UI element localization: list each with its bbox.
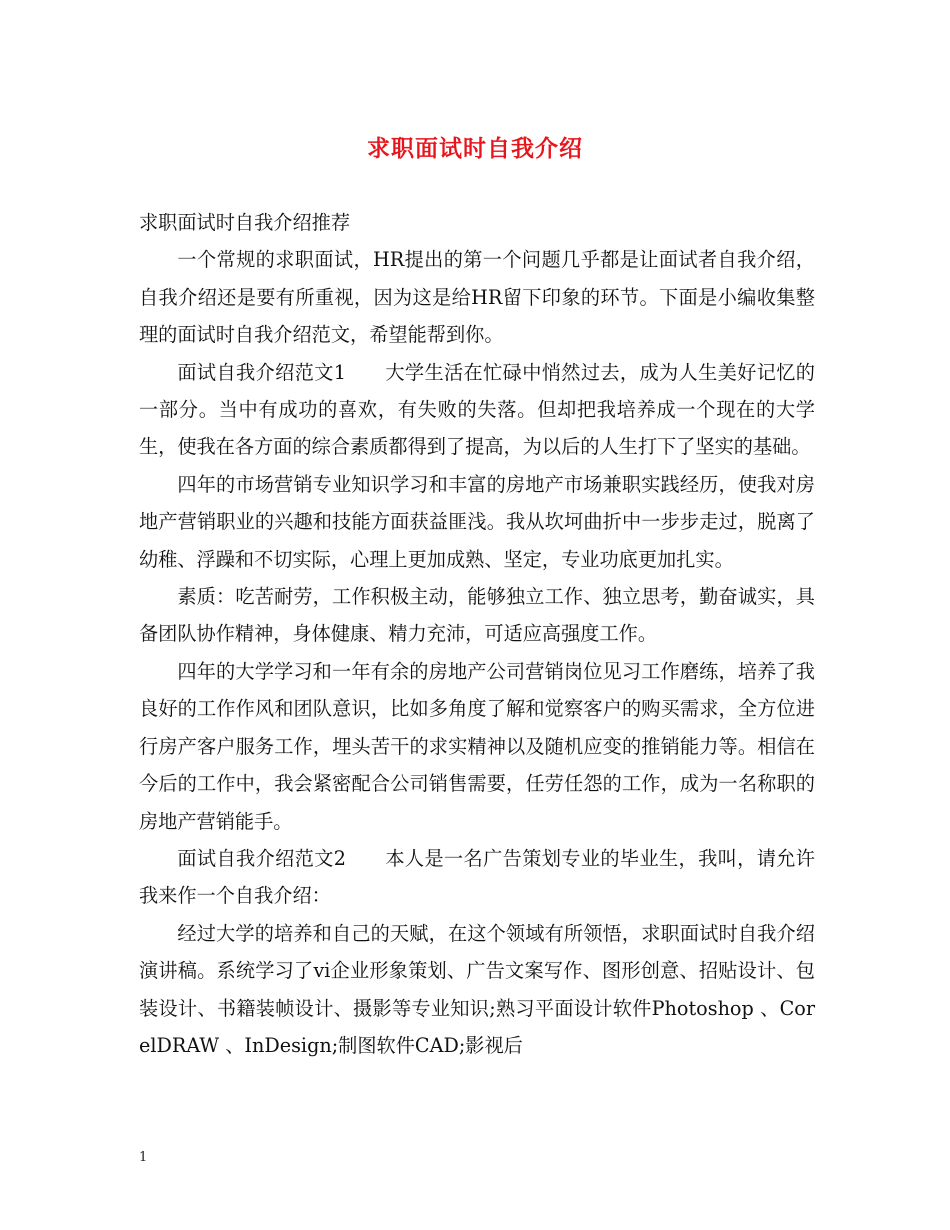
- marketing-study-paragraph: 四年的市场营销专业知识学习和丰富的房地产市场兼职实践经历，使我对房地产营销职业的兴趣和技能方面获益匪浅。我从坎坷曲折中一步步走过，脱离了幼稚、浮躁和不切实际，心理上更加成熟、坚定，专业功底更加扎实。: [139, 472, 815, 571]
- subtitle-paragraph: 求职面试时自我介绍推荐: [139, 211, 351, 234]
- design-skills-paragraph: 经过大学的培养和自己的天赋，在这个领域有所领悟，求职面试时自我介绍演讲稿。系统学习了vi企业形象策划、广告文案写作、图形创意、招贴设计、包装设计、书籍装帧设计、摄影等专业知识;熟习平面设计软件Photoshop 、CorelDRAW 、InDesign;制图软件CAD;影视后: [139, 921, 815, 1057]
- qualities-paragraph: 素质：吃苦耐劳，工作积极主动，能够独立工作、独立思考，勤奋诚实，具备团队协作精神，身体健康、精力充沛，可适应高强度工作。: [139, 585, 815, 646]
- document-body: [139, 204, 815, 1064]
- document-title: 求职面试时自我介绍: [367, 135, 583, 162]
- sample-1-paragraph: 面试自我介绍范文1 大学生活在忙碌中悄然过去，成为人生美好记忆的一部分。当中有成功的喜欢，有失败的失落。但却把我培养成一个现在的大学生，使我在各方面的综合素质都得到了提高，为以后的人生打下了坚实的基础。: [139, 360, 815, 459]
- sample-2-paragraph: 面试自我介绍范文2 本人是一名广告策划专业的毕业生，我叫，请允许我来作一个自我介绍：: [139, 846, 815, 908]
- intro-paragraph: 一个常规的求职面试，HR提出的第一个问题几乎都是让面试者自我介绍，自我介绍还是要有所重视，因为这是给HR留下印象的环节。下面是小编收集整理的面试时自我介绍范文，希望能帮到你。: [139, 248, 815, 347]
- internship-paragraph: 四年的大学学习和一年有余的房地产公司营销岗位见习工作磨练，培养了我良好的工作作风和团队意识，比如多角度了解和觉察客户的购买需求，全方位进行房产客户服务工作，埋头苦干的求实精神以及随机应变的推销能力等。相信在今后的工作中，我会紧密配合公司销售需要，任劳任怨的工作，成为一名称职的房地产营销能手。: [139, 659, 815, 833]
- page-number: 1: [139, 1150, 148, 1165]
